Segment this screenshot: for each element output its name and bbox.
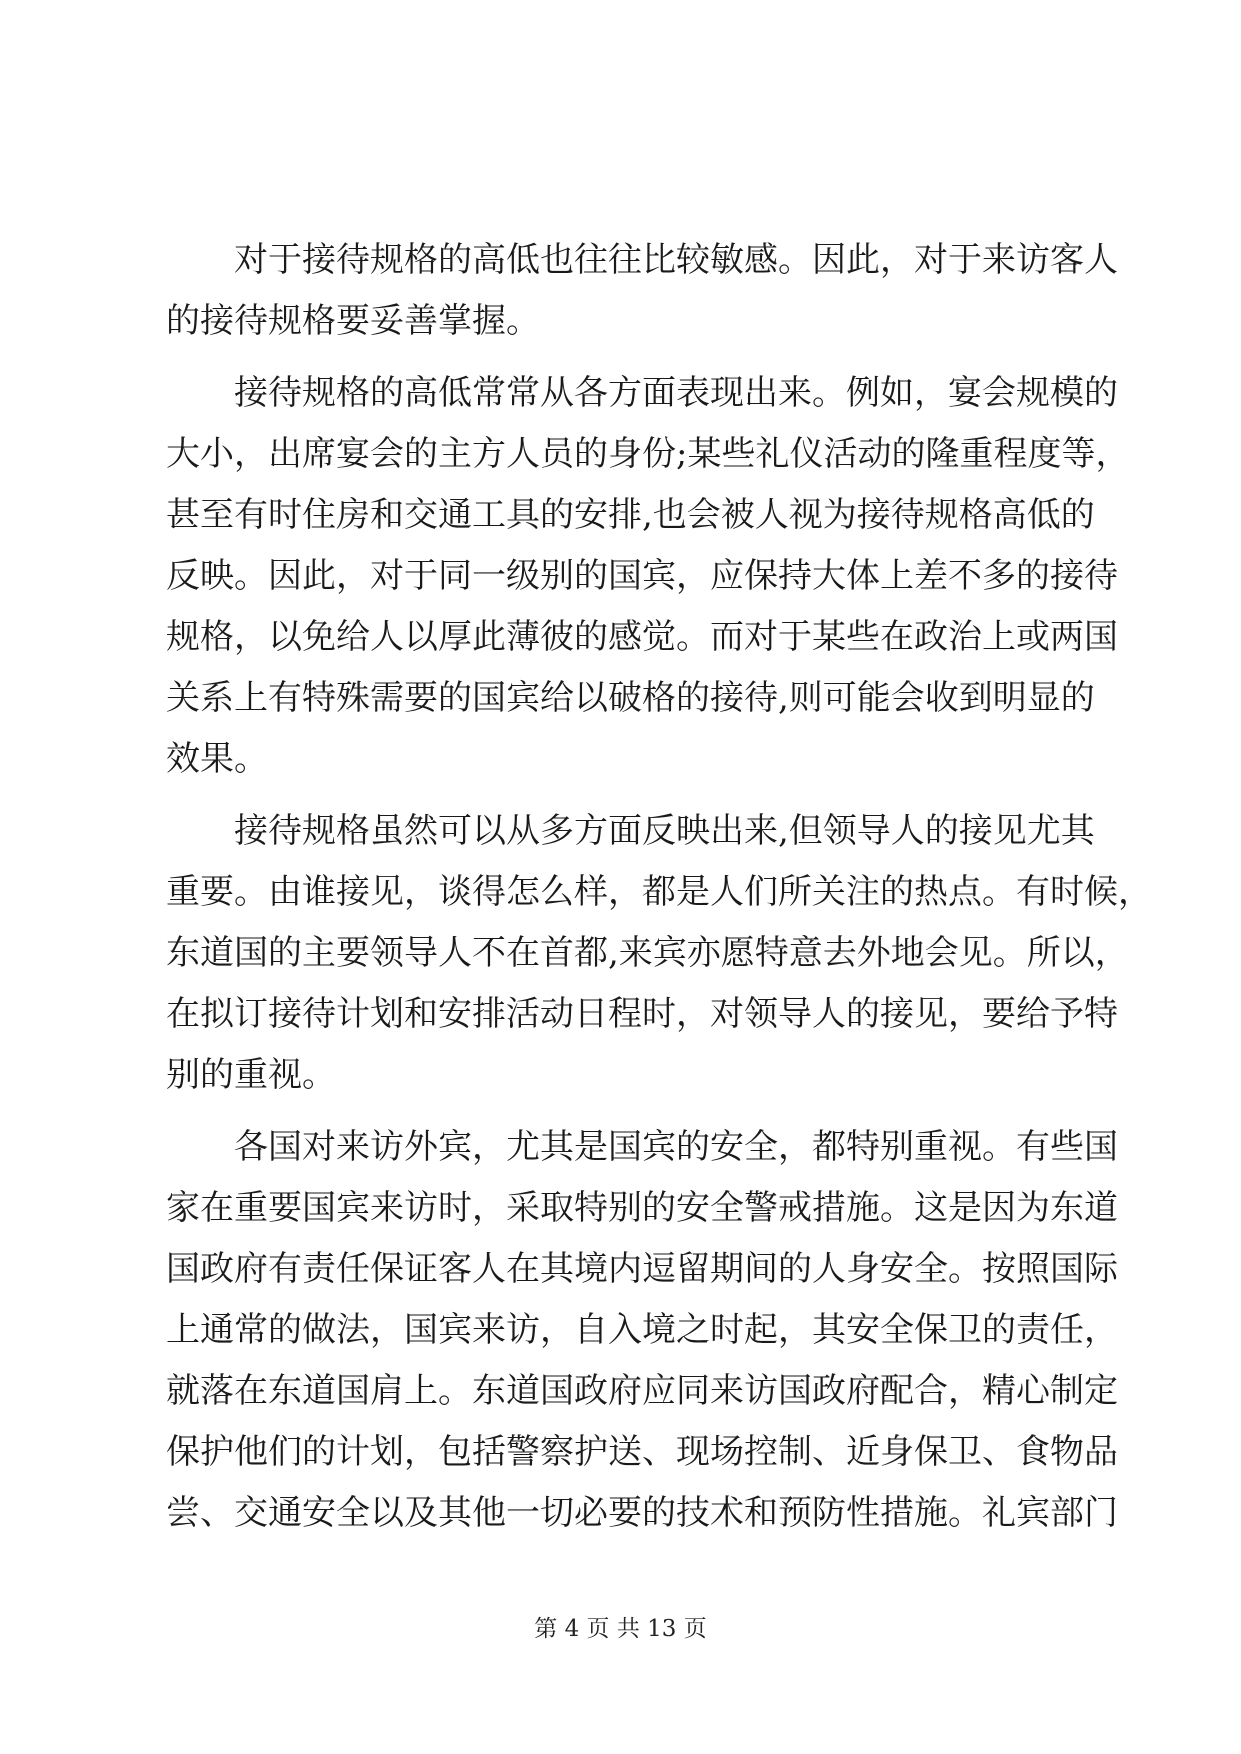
text-line: 在拟订接待计划和安排活动日程时，对领导人的接见，要给予特	[166, 994, 1118, 1034]
text-line: 甚至有时住房和交通工具的安排,也会被人视为接待规格高低的	[166, 495, 1095, 535]
text-line: 上通常的做法，国宾来访，自入境之时起，其安全保卫的责任，	[166, 1310, 1118, 1350]
paragraph	[166, 230, 1118, 352]
paragraph	[166, 801, 1152, 1106]
text-line: 的接待规格要妥善掌握。	[166, 301, 540, 341]
text-line: 对于接待规格的高低也往往比较敏感。因此，对于来访客人	[234, 240, 1118, 280]
document-body	[166, 230, 1152, 1544]
text-line: 关系上有特殊需要的国宾给以破格的接待,则可能会收到明显的	[166, 678, 1095, 718]
paragraph	[166, 363, 1130, 790]
page-number-footer: 第 4 页 共 13 页	[534, 1616, 707, 1642]
text-line: 别的重视。	[166, 1055, 336, 1095]
paragraph	[166, 1117, 1118, 1544]
text-line: 保护他们的计划，包括警察护送、现场控制、近身保卫、食物品	[166, 1432, 1118, 1472]
text-line: 东道国的主要领导人不在首都,来宾亦愿特意去外地会见。所以，	[166, 933, 1129, 973]
text-line: 国政府有责任保证客人在其境内逗留期间的人身安全。按照国际	[166, 1249, 1118, 1289]
text-line: 重要。由谁接见，谈得怎么样，都是人们所关注的热点。有时候，	[166, 872, 1152, 912]
text-line: 规格，以免给人以厚此薄彼的感觉。而对于某些在政治上或两国	[166, 617, 1118, 657]
text-line: 大小，出席宴会的主方人员的身份;某些礼仪活动的隆重程度等，	[166, 434, 1130, 474]
text-line: 接待规格虽然可以从多方面反映出来,但领导人的接见尤其	[234, 811, 1095, 851]
text-line: 接待规格的高低常常从各方面表现出来。例如，宴会规模的	[234, 373, 1118, 413]
text-line: 就落在东道国肩上。东道国政府应同来访国政府配合，精心制定	[166, 1371, 1118, 1411]
text-line: 家在重要国宾来访时，采取特别的安全警戒措施。这是因为东道	[166, 1188, 1118, 1228]
text-line: 各国对来访外宾，尤其是国宾的安全，都特别重视。有些国	[234, 1127, 1118, 1167]
text-line: 效果。	[166, 739, 268, 779]
text-line: 尝、交通安全以及其他一切必要的技术和预防性措施。礼宾部门	[166, 1493, 1118, 1533]
text-line: 反映。因此，对于同一级别的国宾，应保持大体上差不多的接待	[166, 556, 1118, 596]
